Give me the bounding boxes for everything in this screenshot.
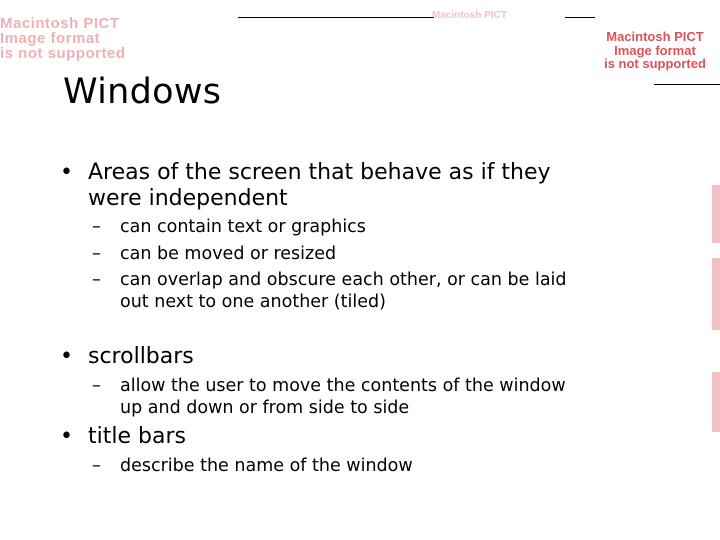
bullet-text [88,344,194,370]
pict-side-fragment [712,258,720,330]
sub-bullet-text-line: describe the name of the window [120,456,413,476]
bullet-dot-icon: • [60,160,73,185]
slide-title: Windows [63,72,222,112]
pict-side-fragment [712,185,720,243]
sub-bullet-text-line: allow the user to move the contents of the window [120,376,566,396]
sub-bullet-text [120,375,566,419]
dash-bullet-icon: – [92,217,101,237]
pict-border-line [565,17,595,18]
pict-text-line: Macintosh PICT [0,15,120,32]
pict-placeholder-top-center: Macintosh PICT [432,10,508,21]
bullet-dot-icon: • [60,344,73,369]
pict-text-line: Macintosh PICT [606,29,704,44]
sub-bullet-text-line: can be moved or resized [120,244,337,264]
pict-placeholder-top-left [0,16,126,61]
sub-bullet-text [120,269,567,313]
bullet-text-line: scrollbars [88,344,194,369]
dash-bullet-icon: – [92,456,101,476]
pict-text-line: is not supported [604,56,706,71]
dash-bullet-icon: – [92,244,101,264]
sub-bullet-text [120,243,336,265]
bullet-text-line: title bars [88,424,186,449]
sub-bullet-text [120,455,413,477]
dash-bullet-icon: – [92,376,101,396]
dash-bullet-icon: – [92,270,101,290]
sub-bullet-text [120,216,366,238]
bullet-text-line: Areas of the screen that behave as if they [88,160,551,185]
pict-border-line [654,84,720,85]
pict-text-line: Image format [614,42,696,58]
pict-placeholder-top-right [592,30,718,71]
pict-border-line [238,17,434,18]
pict-side-fragment [712,372,720,432]
pict-text-line: is not supported [0,45,126,62]
bullet-text [88,424,186,450]
bullet-text-line: were independent [88,186,288,211]
sub-bullet-text-line: can overlap and obscure each other, or can be laid [120,270,567,290]
bullet-dot-icon: • [60,424,73,449]
sub-bullet-text-line: out next to one another (tiled) [120,292,386,312]
pict-text-line: Image format [0,30,101,47]
sub-bullet-text-line: up and down or from side to side [120,398,410,418]
sub-bullet-text-line: can contain text or graphics [120,217,366,237]
bullet-text [88,160,551,212]
